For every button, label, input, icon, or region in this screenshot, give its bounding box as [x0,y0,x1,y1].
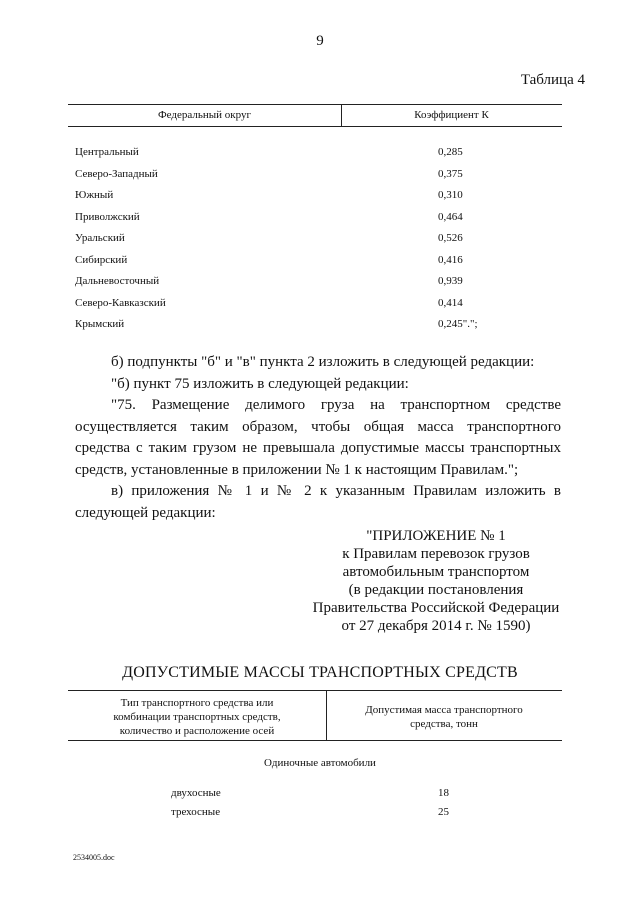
section-heading: Одиночные автомобили [264,757,376,769]
table-row [75,318,565,339]
mass-value: 25 [438,806,449,818]
district-name: Сибирский [75,253,128,266]
paragraph-75-line1: "75. Размещение делимого груза на транспортном средстве [111,397,561,413]
district-name: Центральный [75,146,139,158]
coefficient-value: 0,310 [438,189,463,201]
coefficient-value: 0,939 [438,275,463,287]
district-name: Южный [75,189,114,201]
paragraph-v-line2: следующей редакции: [75,504,216,521]
table-row [75,254,565,275]
coefficient-value: 0,526 [438,232,463,244]
table-4-header-coefficient: Коэффициент К [414,109,489,121]
header-line: средства, тонн [410,718,478,730]
appendix-line: к Правилам перевозок грузов [342,546,530,562]
masses-table-header-rule [68,740,562,741]
appendix-line: автомобильным транспортом [342,564,530,580]
table-row [75,232,565,253]
coefficient-value: 0,375 [438,167,463,180]
district-name: Крымский [75,318,125,330]
header-line: Допустимая масса транспортного [365,704,523,716]
paragraph-v-line1: в) приложения № 1 и № 2 к указанным Правилам изложить в [111,483,561,499]
vehicle-type: трехосные [171,806,221,818]
vehicle-type: двухосные [171,787,221,799]
district-name: Уральский [75,232,125,244]
coefficient-value: 0,416 [438,253,463,266]
coefficient-value: 0,464 [438,210,463,223]
table-4-header-district: Федеральный округ [157,109,252,121]
appendix-line: (в редакции постановления [348,582,524,598]
table-row [75,297,565,318]
masses-header-mass [326,703,562,731]
masses-header-type [68,696,326,738]
paragraph-b: б) подпункты "б" и "в" пункта 2 изложить в следующей редакции: [111,354,535,370]
table-row [75,189,565,210]
district-name: Приволжский [75,210,140,223]
appendix-title: "ПРИЛОЖЕНИЕ № 1 [366,528,506,544]
header-line: комбинации транспортных средств, [113,711,281,723]
header-line: количество и расположение осей [119,725,275,737]
paragraph-75-line4: средств, установленные в приложении № 1 к настоящим Правилам."; [75,461,519,478]
coefficient-value: 0,414 [438,296,463,309]
table-row [75,211,565,232]
page-number: 9 [316,33,324,49]
district-name: Дальневосточный [75,275,160,287]
header-line: Тип транспортного средства или [120,697,274,709]
paragraph-75-line2: осуществляется таким образом, чтобы общая масса транспортного [75,418,561,435]
table-4-top-rule [68,104,562,105]
table-4-label: Таблица 4 [520,72,585,88]
paragraph-75-line3: средства с таким грузом не превышала допустимые массы транспортных [75,440,561,456]
district-name: Северо-Кавказский [75,296,166,309]
appendix-line: от 27 декабря 2014 г. № 1590) [341,618,531,634]
table-row [75,275,565,296]
coefficient-value: 0,245"."; [438,318,478,330]
appendix-line: Правительства Российской Федерации [312,600,560,616]
masses-table-top-rule [68,690,562,691]
table-row [75,168,565,189]
file-name-footer: 2534005.doc [73,853,115,862]
coefficient-value: 0,285 [438,146,463,158]
paragraph-b-intro: "б) пункт 75 изложить в следующей редакции: [111,376,409,392]
table-row [75,146,565,167]
district-name: Северо-Западный [75,167,158,180]
table-4-header-rule [68,126,562,127]
mass-value: 18 [438,787,449,799]
masses-title: ДОПУСТИМЫЕ МАССЫ ТРАНСПОРТНЫХ СРЕДСТВ [122,664,518,681]
